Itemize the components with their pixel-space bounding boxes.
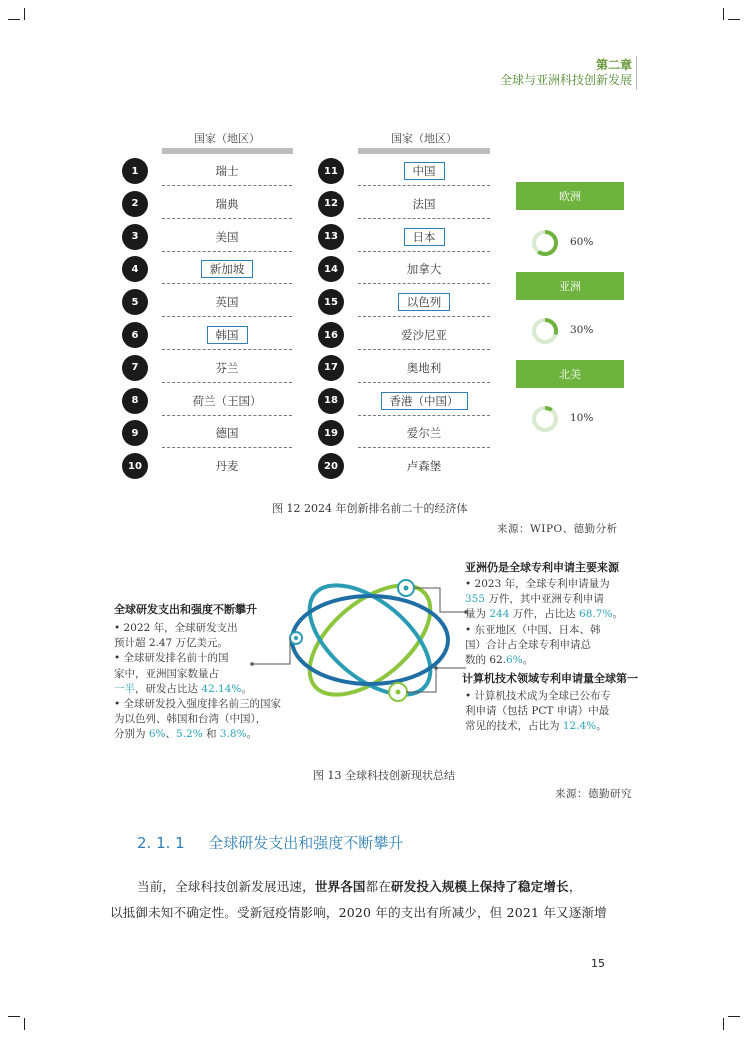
body-line-1: 当前，全球科技创新发展迅速，世界各国都在研发投入规模上保持了稳定增长，: [137, 879, 582, 894]
country-name: [162, 294, 292, 310]
crop-mark: [723, 8, 724, 20]
row-divider: [162, 415, 292, 416]
country-name: [162, 196, 292, 212]
row-divider: [162, 185, 292, 186]
rank-number: 2: [122, 191, 148, 217]
crop-mark: [728, 19, 740, 20]
country-name: [162, 229, 292, 245]
country-name-text: 英国: [215, 295, 239, 310]
figure-12-caption: 图 12 2024 年创新排名前二十的经济体: [272, 502, 468, 515]
text-line: 常见的技术，占比为 12.4%。: [465, 720, 607, 733]
row-divider: [358, 382, 490, 383]
country-name: [358, 261, 490, 277]
right-block-title-1: 亚洲仍是全球专利申请主要来源: [465, 561, 619, 574]
region-label: 亚洲: [516, 272, 624, 300]
right-column-header: 国家（地区）: [391, 132, 457, 145]
country-name: [358, 393, 490, 409]
text-line: 一半，研发占比达 42.14%。: [114, 682, 252, 695]
share-ring: [530, 228, 560, 258]
rank-number: 11: [318, 158, 344, 184]
text-line: 数的 62.6%。: [465, 654, 534, 666]
country-name: [358, 294, 490, 310]
header-divider: [636, 56, 637, 90]
row-divider: [162, 218, 292, 219]
rank-number: 9: [122, 420, 148, 446]
text-line: • 计算机技术成为全球已公布专: [465, 690, 612, 702]
rank-number: 20: [318, 453, 344, 479]
figure-13-caption: 图 13 全球科技创新现状总结: [313, 769, 455, 782]
text-line: • 2022 年，全球研发支出: [114, 622, 238, 634]
crop-mark: [24, 1018, 25, 1030]
body-line-2: 以抵御未知不确定性。受新冠疫情影响，2020 年的支出有所减少，但 2021 年又逐渐增: [110, 905, 607, 920]
country-name: [358, 196, 490, 212]
country-name: [358, 425, 490, 441]
text-line: 355 万件，其中亚洲专利申请: [465, 593, 604, 606]
figure-12-source: 来源：WIPO、德勤分析: [497, 523, 618, 535]
country-name: [162, 163, 292, 179]
right-block-title-2: 计算机技术领域专利申请量全球第一: [462, 672, 638, 685]
text-line: 为以色列、韩国和台湾（中国），: [114, 713, 267, 726]
country-name: [358, 327, 490, 343]
country-name-text: 奥地利: [406, 360, 442, 375]
row-divider: [358, 185, 490, 186]
region-label: 北美: [516, 360, 624, 388]
row-divider: [162, 382, 292, 383]
rank-number: 12: [318, 191, 344, 217]
country-name-text: 瑞士: [215, 164, 239, 178]
row-divider: [358, 218, 490, 219]
rank-number: 5: [122, 289, 148, 315]
rank-number: 1: [122, 158, 148, 184]
rank-number: 3: [122, 224, 148, 250]
country-name-text: 香港（中国）: [381, 392, 468, 410]
rank-number: 7: [122, 355, 148, 381]
row-divider: [358, 283, 490, 284]
row-divider: [358, 316, 490, 317]
crop-mark: [24, 8, 25, 20]
region-percent: 60%: [570, 236, 594, 248]
country-name-text: 德国: [215, 426, 239, 441]
chapter-label: 第二章: [595, 58, 632, 72]
crop-mark: [8, 1016, 20, 1017]
country-name-text: 丹麦: [215, 459, 239, 474]
country-name-text: 爱尔兰: [406, 426, 442, 441]
section-title: 全球研发支出和强度不断攀升: [208, 834, 404, 852]
country-name-text: 韩国: [207, 326, 248, 344]
text-line: • 东亚地区（中国、日本、韩: [465, 623, 601, 636]
row-divider: [358, 415, 490, 416]
country-name: [358, 458, 490, 474]
country-name: [162, 393, 292, 409]
text-line: 分别为 6%、5.2% 和 3.8%。: [114, 728, 258, 741]
page-number: 15: [591, 957, 605, 970]
right-column-bar: [358, 148, 490, 154]
country-name: [162, 360, 292, 376]
country-name: [358, 229, 490, 245]
row-divider: [358, 447, 490, 448]
country-name: [358, 360, 490, 376]
row-divider: [358, 251, 490, 252]
row-divider: [162, 251, 292, 252]
country-name-text: 新加坡: [201, 260, 254, 278]
country-name-text: 爱沙尼亚: [401, 328, 447, 342]
region-percent: 30%: [570, 324, 594, 336]
country-name-text: 法国: [412, 196, 436, 211]
rank-number: 14: [318, 256, 344, 282]
text-line: • 2023 年，全球专利申请量为: [465, 578, 610, 590]
section-heading: [137, 832, 403, 853]
country-name: [162, 327, 292, 343]
rank-number: 18: [318, 388, 344, 414]
country-name-text: 瑞典: [215, 196, 239, 211]
left-column-header: 国家（地区）: [194, 132, 260, 145]
share-ring: [530, 404, 560, 434]
row-divider: [162, 447, 292, 448]
left-block-title: 全球研发支出和强度不断攀升: [114, 603, 257, 616]
rank-number: 8: [122, 388, 148, 414]
crop-mark: [723, 1018, 724, 1030]
text-line: 利申请（包括 PCT 申请）中最: [465, 705, 610, 718]
rank-number: 10: [122, 453, 148, 479]
rank-number: 4: [122, 256, 148, 282]
crop-mark: [8, 19, 20, 20]
country-name-text: 芬兰: [215, 360, 239, 375]
text-line: 预计超 2.47 万亿美元。: [114, 637, 229, 650]
rank-number: 17: [318, 355, 344, 381]
country-name: [162, 458, 292, 474]
text-line: 量为 244 万件，占比达 68.7%。: [465, 608, 623, 621]
text-line: 家中，亚洲国家数量占: [114, 667, 219, 680]
country-name: [162, 261, 292, 277]
left-column-bar: [162, 148, 293, 154]
country-name-text: 以色列: [398, 293, 451, 311]
row-divider: [358, 349, 490, 350]
rank-number: 6: [122, 322, 148, 348]
text-line: • 全球研发排名前十的国: [114, 652, 229, 665]
rank-number: 13: [318, 224, 344, 250]
rank-number: 19: [318, 420, 344, 446]
rank-number: 15: [318, 289, 344, 315]
row-divider: [162, 316, 292, 317]
region-percent: 10%: [570, 412, 594, 424]
country-name-text: 中国: [404, 162, 445, 180]
row-divider: [162, 283, 292, 284]
country-name: [358, 163, 490, 179]
country-name-text: 加拿大: [406, 262, 442, 277]
chapter-subtitle: 全球与亚洲科技创新发展: [499, 73, 632, 87]
section-number: 2. 1. 1: [137, 834, 185, 852]
country-name-text: 美国: [215, 229, 239, 244]
crop-mark: [728, 1016, 740, 1017]
country-name-text: 卢森堡: [406, 459, 442, 474]
text-line: 国）合计占全球专利申请总: [465, 638, 591, 651]
text-line: • 全球研发投入强度排名前三的国家: [114, 698, 282, 710]
region-label: 欧洲: [516, 182, 624, 210]
country-name-text: 日本: [404, 228, 445, 246]
rank-number: 16: [318, 322, 344, 348]
country-name: [162, 425, 292, 441]
share-ring: [530, 316, 560, 346]
figure-13-source: 来源：德勤研究: [555, 788, 632, 800]
row-divider: [162, 349, 292, 350]
country-name-text: 荷兰（王国）: [192, 393, 262, 408]
